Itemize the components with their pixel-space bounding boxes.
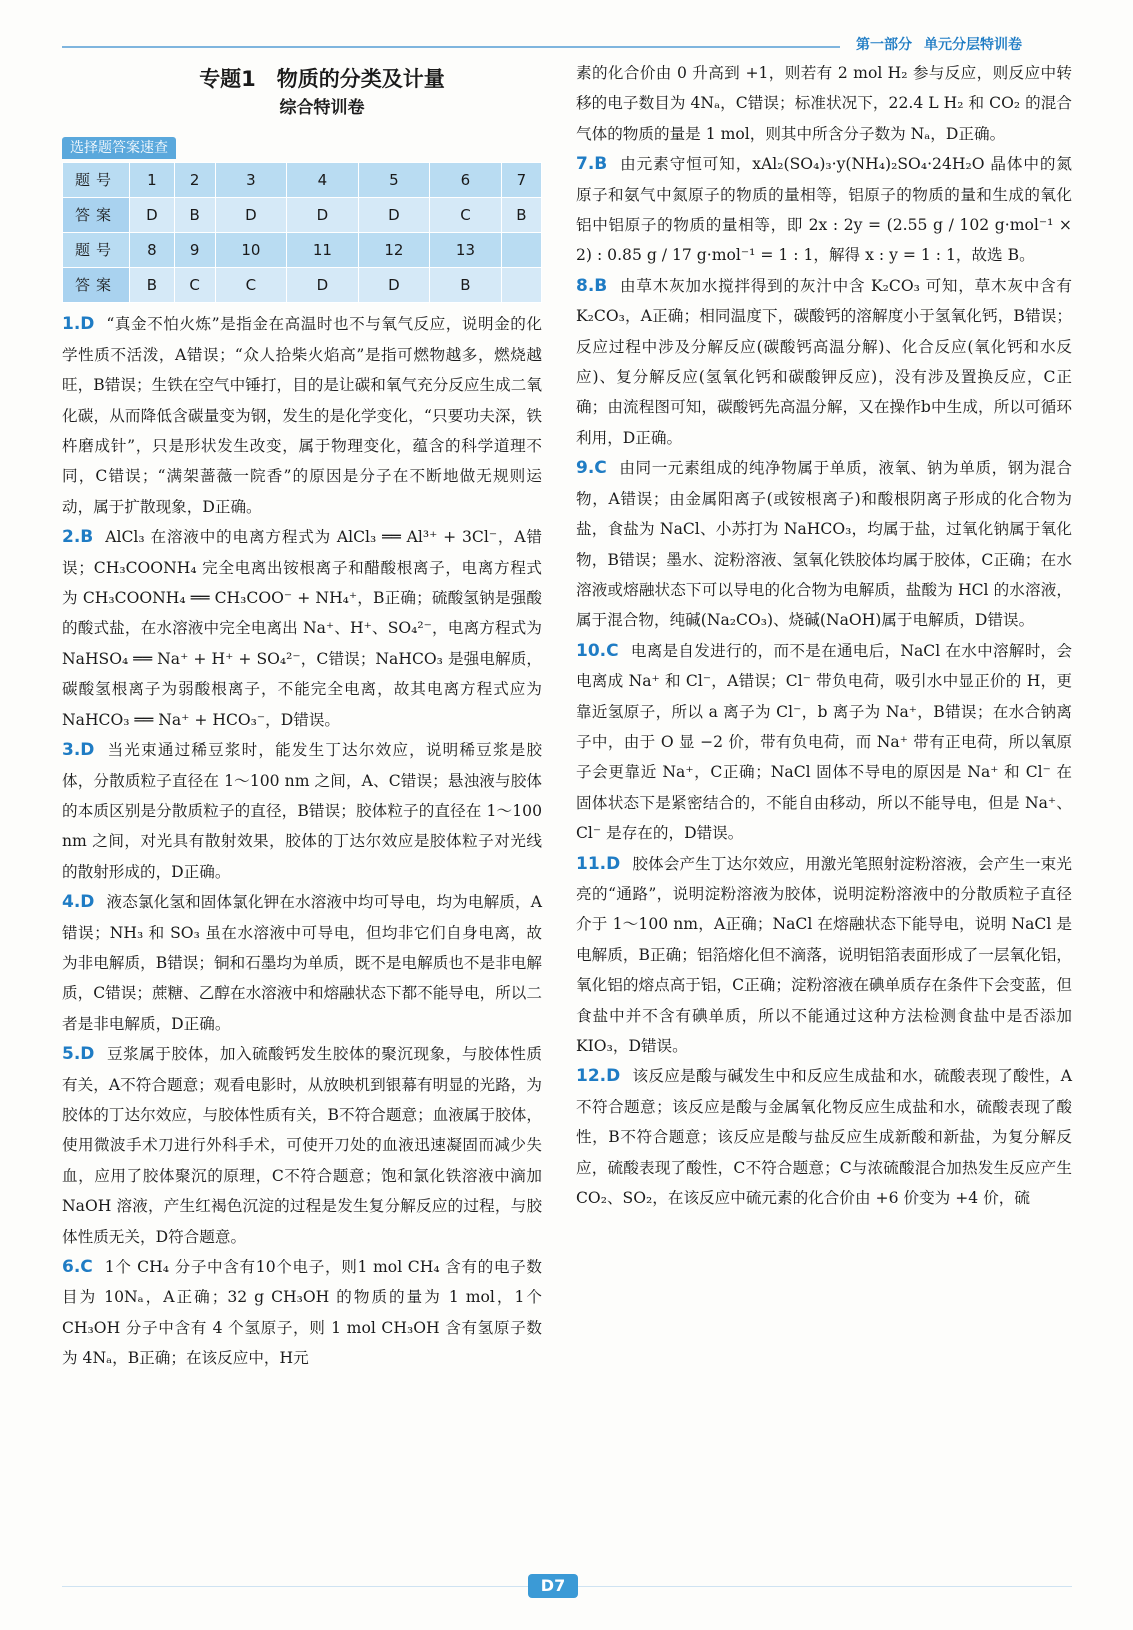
item-number: 10.C xyxy=(576,640,619,661)
item-number: 4.D xyxy=(62,892,95,913)
item-text: 电离是自发进行的，而不是在通电后，NaCl 在水中溶解时，会电离成 Na⁺ 和 Cl⁻，A错误；Cl⁻ 带负电荷，吸引水中显正价的 H，更靠近氢原子，所以 a 离子为 Cl⁻，b 离子为 Na⁺，B错误；在水合钠离子中，由于 O 显 −2 价，带有负电荷，而 Na⁺ 带有正电荷，所以氧原子会更靠近 Na⁺，C正确；NaCl 固体不导电的原因是 Na⁺ 和 Cl⁻ 在固体状态下是紧密结合的，不能自由移动，所以不能导电，但是 Na⁺、Cl⁻ 是存在的，D错误。 xyxy=(576,641,1072,843)
question-number: 7 xyxy=(501,163,541,198)
answer-key-table xyxy=(62,162,542,303)
answer-cell: C xyxy=(215,268,287,303)
answer-cell: B xyxy=(174,198,215,233)
answer-cell: D xyxy=(287,268,359,303)
answer-key-row xyxy=(63,163,542,198)
question-number: 8 xyxy=(130,233,175,268)
item-number: 7.B xyxy=(576,154,608,175)
item-text: 豆浆属于胶体，加入硫酸钙发生胶体的聚沉现象，与胶体性质有关，A不符合题意；观看电影时，从放映机到银幕有明显的光路，为胶体的丁达尔效应，与胶体性质有关，B不符合题意；血液属于胶体，使用微波手术刀进行外科手术，可使开刀处的血液迅速凝固而减少失血，应用了胶体聚沉的原理，C不符合题意；饱和氯化铁溶液中滴加 NaOH 溶液，产生红褐色沉淀的过程是发生复分解反应的过程，与胶体性质无关，D符合题意。 xyxy=(62,1045,542,1246)
item-number: 9.C xyxy=(576,458,607,479)
running-head-series: 单元分层特训卷 xyxy=(924,37,1022,53)
row-label: 题号 xyxy=(63,233,130,268)
answer-key-tab: 选择题答案速查 xyxy=(62,137,176,159)
explanation-item-5 xyxy=(62,1039,542,1252)
question-number: 9 xyxy=(174,233,215,268)
answer-key-row xyxy=(63,233,542,268)
item-text: 1个 CH₄ 分子中含有10个电子，则1 mol CH₄ 含有的电子数目为 10Nₐ，A正确；32 g CH₃OH 的物质的量为 1 mol，1个 CH₃OH 分子中含有 4 个氢原子，则 1 mol CH₃OH 含有氢原子数为 4Nₐ，B正确；在该反应中，H元 xyxy=(62,1258,542,1368)
item-number: 3.D xyxy=(62,740,95,761)
answer-cell: C xyxy=(174,268,215,303)
answer-cell: D xyxy=(287,198,359,233)
answer-cell: B xyxy=(501,198,541,233)
page-subtitle: 综合特训卷 xyxy=(279,98,365,118)
explanation-item-12 xyxy=(576,1061,1072,1213)
answer-key-row xyxy=(63,198,542,233)
item-number: 8.B xyxy=(576,275,608,296)
item-text: 由草木灰加水搅拌得到的灰汁中含 K₂CO₃ 可知，草木灰中含有 K₂CO₃，A正确；相同温度下，碳酸钙的溶解度小于氢氧化钙，B错误；反应过程中涉及分解反应(碳酸钙高温分解)、化合反应(氧化钙和水反应)、复分解反应(氢氧化钙和碳酸钾反应)，没有涉及置换反应，C正确；由流程图可知，碳酸钙先高温分解，又在操作b中生成，所以可循环利用，D正确。 xyxy=(576,276,1072,447)
item-text: 由同一元素组成的纯净物属于单质，液氧、钠为单质，钢为混合物，A错误；由金属阳离子(或铵根离子)和酸根阴离子形成的化合物为盐，食盐为 NaCl、小苏打为 NaHCO₃，均属于盐，过氧化钠属于氧化物，B错误；墨水、淀粉溶液、氢氧化铁胶体均属于胶体，C正确；在水溶液或熔融状态下可以导电的化合物为电解质，盐酸为 HCl 的水溶液，属于混合物，纯碱(Na₂CO₃)、烧碱(NaOH)属于电解质，D错误。 xyxy=(576,459,1072,630)
answer-cell: C xyxy=(430,198,502,233)
answer-cell: D xyxy=(130,198,175,233)
item-text: 素的化合价由 0 升高到 +1，则若有 2 mol H₂ 参与反应，则反应中转移的电子数目为 4Nₐ，C错误；标准状况下，22.4 L H₂ 和 CO₂ 的混合气体的物质的量是 1 mol，则其中所含分子数为 Nₐ，D正确。 xyxy=(576,64,1072,143)
item-text: 该反应是酸与碱发生中和反应生成盐和水，硫酸表现了酸性，A不符合题意；该反应是酸与金属氧化物反应生成盐和水，硫酸表现了酸性，B不符合题意；该反应是酸与盐反应生成新酸和新盐，为复分解反应，硫酸表现了酸性，C不符合题意；C与浓硫酸混合加热发生反应产生 CO₂、SO₂，在该反应中硫元素的化合价由 +6 价变为 +4 价，硫 xyxy=(576,1067,1072,1208)
item-text: 液态氯化氢和固体氯化钾在水溶液中均可导电，均为电解质，A错误；NH₃ 和 SO₃ 虽在水溶液中可导电，但均非它们自身电离，故为非电解质，B错误；铜和石墨均为单质，既不是电解质也不是非电解质，C错误；蔗糖、乙醇在水溶液中和熔融状态下都不能导电，所以二者是非电解质，D正确。 xyxy=(62,893,542,1033)
row-label: 答案 xyxy=(63,198,130,233)
explanation-item-10 xyxy=(576,636,1072,849)
explanation-item-11 xyxy=(576,849,1072,1062)
explanation-item-9 xyxy=(576,453,1072,635)
running-head-part: 第一部分 xyxy=(856,37,912,53)
explanation-item-7 xyxy=(576,149,1072,271)
item-number: 11.D xyxy=(576,853,621,874)
page-title: 专题1 物质的分类及计量 xyxy=(199,67,445,91)
explanation-item-6-continued xyxy=(576,58,1072,149)
explanation-item-8 xyxy=(576,271,1072,453)
explanation-item-6 xyxy=(62,1252,542,1374)
item-number: 1.D xyxy=(62,314,95,335)
question-number: 3 xyxy=(215,163,287,198)
explanation-item-1 xyxy=(62,309,542,522)
answer-cell: D xyxy=(358,198,430,233)
answer-cell: B xyxy=(430,268,502,303)
left-column xyxy=(62,60,542,1374)
answer-cell: B xyxy=(130,268,175,303)
item-number: 12.D xyxy=(576,1066,621,1087)
answer-cell xyxy=(501,268,541,303)
item-number: 2.B xyxy=(62,527,94,548)
item-number: 6.C xyxy=(62,1257,93,1277)
item-text: “真金不怕火炼”是指金在高温时也不与氧气反应，说明金的化学性质不活泼，A错误；“众人拾柴火焰高”是指可燃物越多，燃烧越旺，B错误；生铁在空气中锤打，目的是让碳和氧气充分反应生成二氧化碳，从而降低含碳量变为钢，发生的是化学变化，“只要功夫深，铁杵磨成针”，只是形状发生改变，属于物理变化，蕴含的科学道理不同，C错误；“满架蔷薇一院香”的原因是分子在不断地做无规则运动，属于扩散现象，D正确。 xyxy=(62,315,542,516)
running-head xyxy=(856,34,1034,54)
question-number: 11 xyxy=(287,233,359,268)
row-label: 题号 xyxy=(63,163,130,198)
item-number: 5.D xyxy=(62,1044,95,1065)
answer-cell: D xyxy=(358,268,430,303)
item-text: 胶体会产生丁达尔效应，用激光笔照射淀粉溶液，会产生一束光亮的“通路”，说明淀粉溶液为胶体，说明淀粉溶液中的分散质粒子直径介于 1～100 nm，A正确；NaCl 在熔融状态下能导电，说明 NaCl 是电解质，B正确；铝箔熔化但不滴落，说明铝箔表面形成了一层氧化铝，氧化铝的熔点高于铝，C正确；淀粉溶液在碘单质存在条件下会变蓝，但食盐中并不含有碘单质，所以不能通过这种方法检测食盐中是否添加 KIO₃，D错误。 xyxy=(576,854,1072,1055)
question-number: 5 xyxy=(358,163,430,198)
item-text: AlCl₃ 在溶液中的电离方程式为 AlCl₃ ══ Al³⁺ + 3Cl⁻，A错误；CH₃COONH₄ 完全电离出铵根离子和醋酸根离子，电离方程式为 CH₃COONH₄ ══ CH₃COO⁻ + NH₄⁺，B正确；硫酸氢钠是强酸的酸式盐，在水溶液中完全电离出 Na⁺、H⁺、SO₄²⁻，电离方程式为 NaHSO₄ ══ Na⁺ + H⁺ + SO₄²⁻，C错误；NaHCO₃ 是强电解质，碳酸氢根离子为弱酸根离子，不能完全电离，故其电离方程式应为 NaHCO₃ ══ Na⁺ + HCO₃⁻，D错误。 xyxy=(62,528,542,729)
explanation-item-2 xyxy=(62,522,542,735)
question-number: 13 xyxy=(430,233,502,268)
answer-cell: D xyxy=(215,198,287,233)
question-number: 1 xyxy=(130,163,175,198)
question-number: 4 xyxy=(287,163,359,198)
explanation-item-3 xyxy=(62,735,542,887)
question-number: 2 xyxy=(174,163,215,198)
question-number: 6 xyxy=(430,163,502,198)
item-text: 由元素守恒可知，xAl₂(SO₄)₃·y(NH₄)₂SO₄·24H₂O 晶体中的氮原子和氨气中氮原子的物质的量相等，铝原子的物质的量和生成的氧化铝中铝原子的物质的量相等，即 2x : 2y = (2.55 g / 102 g·mol⁻¹ × 2) : 0.85 g / 17 g·mol⁻¹ = 1 : 1，解得 x : y = 1 : 1，故选 B。 xyxy=(576,155,1072,265)
page-number: D7 xyxy=(528,1574,578,1598)
item-text: 当光束通过稀豆浆时，能发生丁达尔效应，说明稀豆浆是胶体，分散质粒子直径在 1～100 nm 之间，A、C错误；悬浊液与胶体的本质区别是分散质粒子的直径，B错误；胶体粒子的直径在 1～100 nm 之间，对光具有散射效果，胶体的丁达尔效应是胶体粒子对光线的散射形成的，D正确。 xyxy=(62,741,542,881)
header-rule xyxy=(62,46,840,48)
explanation-item-4 xyxy=(62,887,542,1039)
row-label: 答案 xyxy=(63,268,130,303)
question-number: 12 xyxy=(358,233,430,268)
answer-key-row xyxy=(63,268,542,303)
right-column xyxy=(576,58,1072,1213)
question-number xyxy=(501,233,541,268)
question-number: 10 xyxy=(215,233,287,268)
